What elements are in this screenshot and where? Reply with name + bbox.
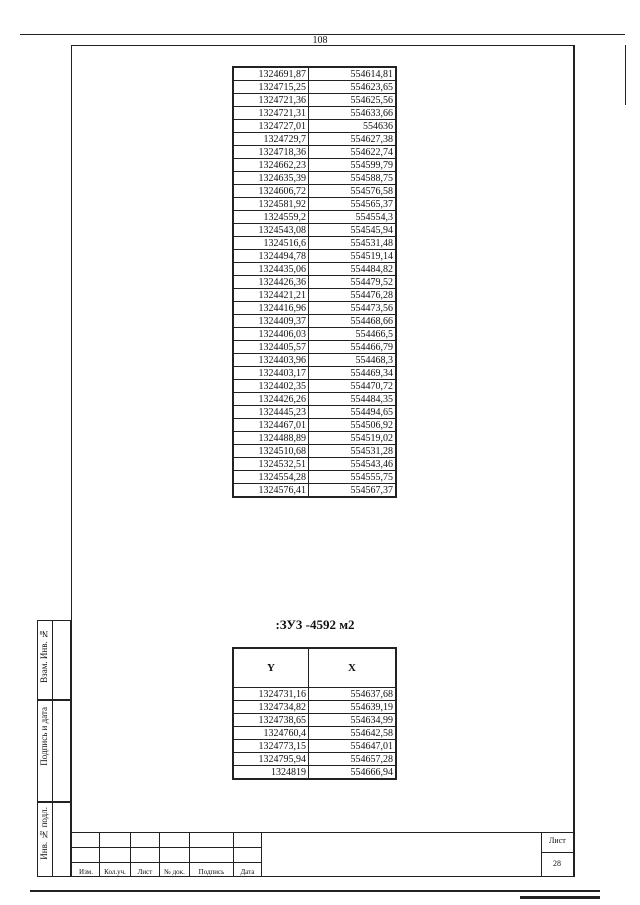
cell-y: 1324635,39	[233, 172, 309, 185]
cell-x: 554614,81	[309, 67, 397, 81]
side-divider	[52, 621, 53, 699]
cell-x: 554506,92	[309, 419, 397, 432]
side-label-podpis: Подпись и дата	[39, 707, 49, 766]
cell-x: 554476,28	[309, 289, 397, 302]
table-row	[233, 393, 396, 406]
cell-y: 1324734,82	[233, 701, 309, 714]
cell-x: 554567,37	[309, 484, 397, 498]
zu3-coordinates-table-body	[233, 688, 396, 780]
sheet-label: Лист	[549, 836, 566, 845]
table-row	[233, 94, 396, 107]
cell-y: 1324773,15	[233, 740, 309, 753]
table-row	[233, 159, 396, 172]
cell-x: 554642,58	[309, 727, 397, 740]
cell-x: 554466,5	[309, 328, 397, 341]
table-row	[233, 354, 396, 367]
cell-y: 1324715,25	[233, 81, 309, 94]
stamp-label-izm: Изм.	[79, 868, 93, 876]
coordinates-table	[232, 66, 397, 498]
cell-y: 1324510,68	[233, 445, 309, 458]
cell-y: 1324402,35	[233, 380, 309, 393]
table-row	[233, 263, 396, 276]
cell-x: 554468,3	[309, 354, 397, 367]
table-row	[233, 445, 396, 458]
table-row	[233, 714, 396, 727]
column-header-x: X	[309, 648, 397, 688]
cell-x: 554466,79	[309, 341, 397, 354]
cell-x: 554666,94	[309, 766, 397, 780]
cell-y: 1324405,57	[233, 341, 309, 354]
table-row	[233, 341, 396, 354]
table-row	[233, 107, 396, 120]
cell-y: 1324403,17	[233, 367, 309, 380]
cell-y: 1324516,6	[233, 237, 309, 250]
table-row	[233, 133, 396, 146]
cell-x: 554531,48	[309, 237, 397, 250]
cell-y: 1324729,7	[233, 133, 309, 146]
cell-y: 1324494,78	[233, 250, 309, 263]
cell-y: 1324721,36	[233, 94, 309, 107]
cell-y: 1324426,36	[233, 276, 309, 289]
side-divider	[52, 803, 53, 876]
cell-x: 554555,75	[309, 471, 397, 484]
cell-x: 554657,28	[309, 753, 397, 766]
table-header-row	[233, 648, 396, 688]
cell-y: 1324435,06	[233, 263, 309, 276]
table-row	[233, 419, 396, 432]
cell-x: 554479,52	[309, 276, 397, 289]
cell-x: 554637,68	[309, 688, 397, 701]
table-row	[233, 380, 396, 393]
table-row	[233, 406, 396, 419]
right-tick	[625, 45, 626, 105]
table-row	[233, 302, 396, 315]
side-label-inv: Инв. № подл.	[39, 807, 49, 860]
cell-x: 554634,99	[309, 714, 397, 727]
cell-y: 1324426,26	[233, 393, 309, 406]
cell-x: 554531,28	[309, 445, 397, 458]
table-row	[233, 701, 396, 714]
section-title: :ЗУ3 -4592 м2	[275, 617, 355, 632]
column-header-y: Y	[233, 648, 309, 688]
cell-y: 1324543,08	[233, 224, 309, 237]
side-box-inv	[37, 802, 71, 877]
cell-x: 554494,65	[309, 406, 397, 419]
table-row	[233, 458, 396, 471]
table-row	[233, 120, 396, 133]
stamp-label-kol: Кол.уч.	[104, 868, 126, 876]
table-row	[233, 289, 396, 302]
cell-y: 1324727,01	[233, 120, 309, 133]
side-box-vzam	[37, 620, 71, 700]
table-row	[233, 328, 396, 341]
table-row	[233, 753, 396, 766]
cell-y: 1324760,4	[233, 727, 309, 740]
cell-y: 1324819	[233, 766, 309, 780]
table-row	[233, 276, 396, 289]
cell-y: 1324409,37	[233, 315, 309, 328]
bottom-rule-thick	[520, 896, 600, 899]
cell-x: 554470,72	[309, 380, 397, 393]
cell-x: 554588,75	[309, 172, 397, 185]
page-number: 108	[312, 35, 328, 46]
table-row	[233, 237, 396, 250]
cell-y: 1324606,72	[233, 185, 309, 198]
stamp-col-line	[261, 832, 262, 877]
cell-y: 1324416,96	[233, 302, 309, 315]
cell-x: 554565,37	[309, 198, 397, 211]
cell-x: 554543,46	[309, 458, 397, 471]
cell-x: 554554,3	[309, 211, 397, 224]
table-row	[233, 224, 396, 237]
cell-x: 554545,94	[309, 224, 397, 237]
cell-x: 554484,35	[309, 393, 397, 406]
cell-x: 554623,65	[309, 81, 397, 94]
table-row	[233, 367, 396, 380]
cell-x: 554636	[309, 120, 397, 133]
stamp-label-podpis: Подпись	[198, 868, 225, 876]
table-row	[233, 315, 396, 328]
cell-y: 1324532,51	[233, 458, 309, 471]
stamp-label-list: Лист	[137, 868, 153, 876]
table-row	[233, 740, 396, 753]
cell-y: 1324731,16	[233, 688, 309, 701]
cell-y: 1324488,89	[233, 432, 309, 445]
zu3-coordinates-table	[232, 647, 397, 780]
cell-y: 1324421,21	[233, 289, 309, 302]
table-row	[233, 250, 396, 263]
cell-x: 554519,02	[309, 432, 397, 445]
cell-y: 1324559,2	[233, 211, 309, 224]
sheet-number: 28	[553, 859, 561, 868]
side-box-podpis	[37, 700, 71, 802]
side-divider	[52, 701, 53, 801]
table-row	[233, 146, 396, 159]
cell-x: 554473,56	[309, 302, 397, 315]
cell-y: 1324691,87	[233, 67, 309, 81]
table-row	[233, 211, 396, 224]
cell-x: 554625,56	[309, 94, 397, 107]
bottom-rule	[30, 890, 600, 892]
title-block	[71, 832, 575, 877]
cell-x: 554599,79	[309, 159, 397, 172]
table-row	[233, 172, 396, 185]
stamp-sheet-line	[541, 852, 575, 853]
cell-y: 1324721,31	[233, 107, 309, 120]
cell-y: 1324576,41	[233, 484, 309, 498]
cell-y: 1324406,03	[233, 328, 309, 341]
table-row	[233, 766, 396, 780]
table-row	[233, 471, 396, 484]
cell-x: 554639,19	[309, 701, 397, 714]
cell-y: 1324467,01	[233, 419, 309, 432]
cell-y: 1324718,36	[233, 146, 309, 159]
table-row	[233, 432, 396, 445]
cell-y: 1324581,92	[233, 198, 309, 211]
cell-x: 554576,58	[309, 185, 397, 198]
table-row	[233, 688, 396, 701]
table-row	[233, 185, 396, 198]
table-row	[233, 727, 396, 740]
cell-x: 554469,34	[309, 367, 397, 380]
stamp-top-line	[71, 832, 575, 833]
cell-x: 554647,01	[309, 740, 397, 753]
table-row	[233, 67, 396, 81]
cell-y: 1324662,23	[233, 159, 309, 172]
coordinates-table-body	[233, 67, 396, 497]
cell-x: 554519,14	[309, 250, 397, 263]
cell-x: 554468,66	[309, 315, 397, 328]
cell-y: 1324445,23	[233, 406, 309, 419]
side-label-vzam: Взам. Инв. №	[39, 629, 49, 683]
table-row	[233, 484, 396, 498]
cell-y: 1324554,28	[233, 471, 309, 484]
cell-x: 554627,38	[309, 133, 397, 146]
stamp-label-doc: № док.	[164, 868, 185, 876]
cell-y: 1324795,94	[233, 753, 309, 766]
stamp-col-line	[541, 832, 542, 877]
table-row	[233, 198, 396, 211]
table-row	[233, 81, 396, 94]
stamp-label-data: Дата	[240, 868, 255, 876]
cell-x: 554633,66	[309, 107, 397, 120]
cell-x: 554622,74	[309, 146, 397, 159]
cell-x: 554484,82	[309, 263, 397, 276]
cell-y: 1324738,65	[233, 714, 309, 727]
cell-y: 1324403,96	[233, 354, 309, 367]
